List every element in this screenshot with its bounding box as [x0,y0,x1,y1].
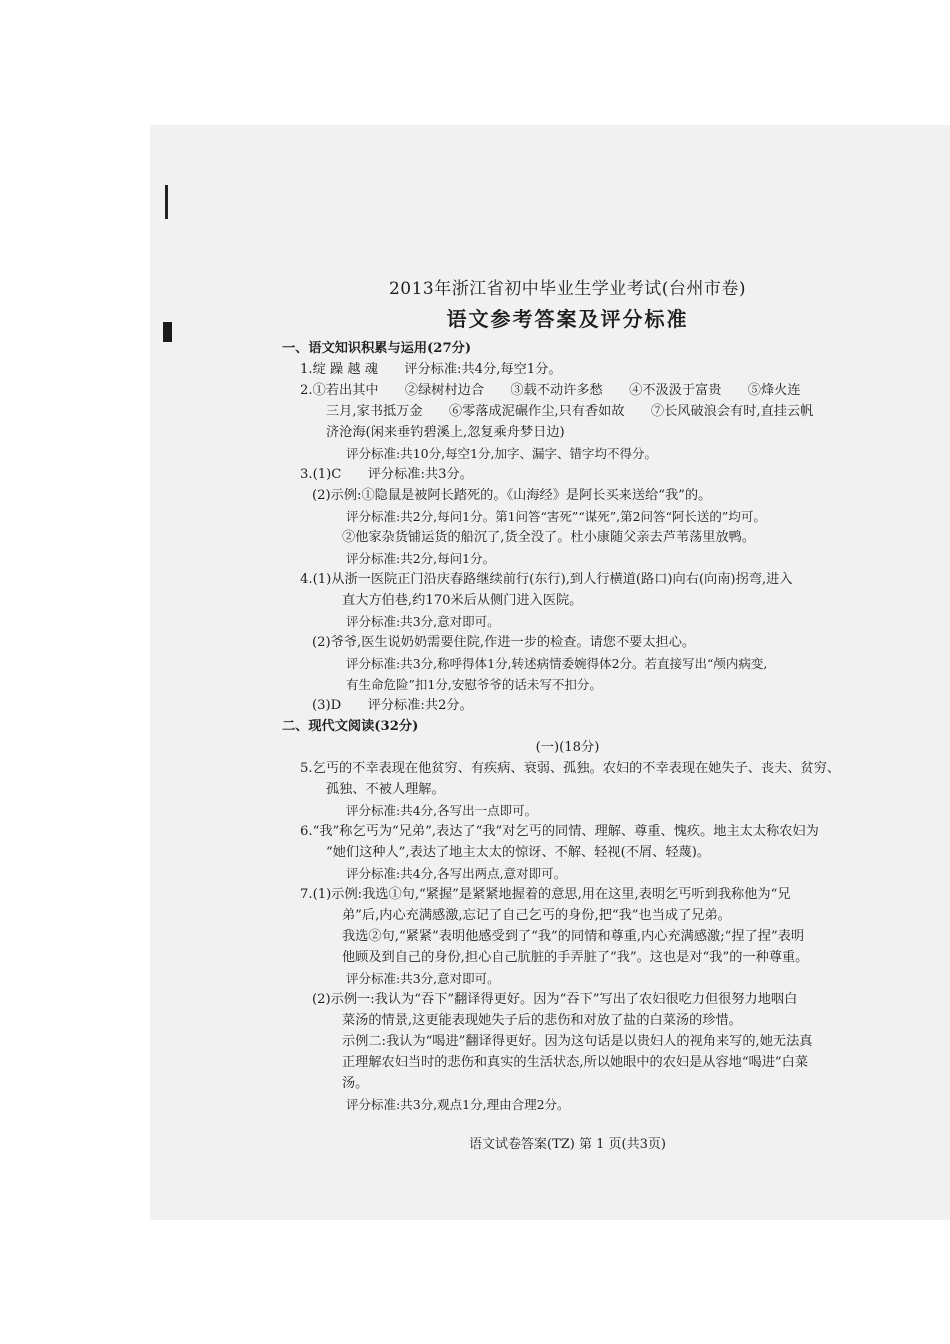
q7-2-answer-line2: 菜汤的情景,这更能表现她失子后的悲伤和对放了盐的白菜汤的珍惜。 [342,1013,742,1028]
q3-2-criteria2: 评分标准:共2分,每问1分。 [346,551,496,566]
scan-mark-line [165,185,168,219]
q4-1-criteria: 评分标准:共3分,意对即可。 [346,614,500,629]
q7-2-answer-line3: 示例二:我认为“喝进”翻译得更好。因为这句话是以贵妇人的视角来写的,她无法真 [342,1034,813,1049]
q2-answer-line1: 2.①若出其中 ②绿树村边合 ③载不动许多愁 ④不汲汲于富贵 ⑤烽火连 [300,383,801,398]
page-footer: 语文试卷答案(TZ) 第 1 页(共3页) [469,1137,666,1152]
q7-1-answer-line3: 我选②句,“紧紧”表明他感受到了“我”的同情和尊重,内心充满感激;“捏了捏”表明 [342,929,805,944]
q2-answer-line3: 济沧海(闲来垂钓碧溪上,忽复乘舟梦日边) [326,425,565,440]
q4-1-answer-line1: 4.(1)从浙一医院正门沿庆春路继续前行(东行),到人行横道(路口)向右(向南)拐弯,进入 [300,572,793,587]
q3-2-answer: (2)示例:①隐鼠是被阿长踏死的。《山海经》是阿长买来送给“我”的。 [312,488,712,503]
q2-answer-line2: 三月,家书抵万金 ⑥零落成泥碾作尘,只有香如故 ⑦长风破浪会有时,直挂云帆 [326,404,814,419]
q2-criteria: 评分标准:共10分,每空1分,加字、漏字、错字均不得分。 [346,446,658,461]
q3-2-answer2: ②他家杂货铺运货的船沉了,货全没了。杜小康随父亲去芦苇荡里放鸭。 [342,530,756,545]
q4-3-answer: (3)D 评分标准:共2分。 [312,698,473,713]
q7-1-answer-line2: 弟”后,内心充满感激,忘记了自己乞丐的身份,把“我”也当成了兄弟。 [342,908,731,923]
q7-2-answer-line1: (2)示例一:我认为“吞下”翻译得更好。因为“吞下”写出了农妇很吃力但很努力地咽白 [312,992,798,1007]
q7-1-criteria: 评分标准:共3分,意对即可。 [346,971,500,986]
q5-answer-line2: 孤独、不被人理解。 [326,782,445,797]
q4-2-criteria1: 评分标准:共3分,称呼得体1分,转述病情委婉得体2分。若直接写出“颅内病变, [346,656,768,671]
q1-answer: 1.绽 躁 越 魂 评分标准:共4分,每空1分。 [300,362,562,377]
section2-part-label: (一)(18分) [535,740,600,755]
q7-1-answer-line1: 7.(1)示例:我选①句,“紧握”是紧紧地握着的意思,用在这里,表明乞丐听到我称他为“兄 [300,887,791,902]
q4-2-criteria2: 有生命危险”扣1分,安慰爷爷的话未写不扣分。 [346,677,602,692]
q5-answer-line1: 5.乞丐的不幸表现在他贫穷、有疾病、衰弱、孤独。农妇的不幸表现在她失子、丧夫、贫穷、 [300,761,841,776]
section2-heading: 二、现代文阅读(32分) [282,719,419,734]
q7-2-criteria: 评分标准:共3分,观点1分,理由合理2分。 [346,1097,570,1112]
q6-criteria: 评分标准:共4分,各写出两点,意对即可。 [346,866,567,881]
scan-mark-block [163,322,172,342]
q7-2-answer-line5: 汤。 [342,1076,369,1091]
q4-1-answer-line2: 直大方伯巷,约170米后从侧门进入医院。 [342,593,583,608]
q7-2-answer-line4: 正理解农妇当时的悲伤和真实的生活状态,所以她眼中的农妇是从容地“喝进”白菜 [342,1055,809,1070]
q3-2-criteria1: 评分标准:共2分,每问1分。第1问答“害死”“谋死”,第2问答“阿长送的”均可。 [346,509,766,524]
q3-1-answer: 3.(1)C 评分标准:共3分。 [300,467,473,482]
q6-answer-line1: 6.“我”称乞丐为“兄弟”,表达了“我”对乞丐的同情、理解、尊重、愧疚。地主太太称农妇为 [300,824,819,839]
q5-criteria: 评分标准:共4分,各写出一点即可。 [346,803,538,818]
document-title: 语文参考答案及评分标准 [446,307,689,331]
q6-answer-line2: “她们这种人”,表达了地主太太的惊讶、不解、轻视(不屑、轻蔑)。 [326,845,711,860]
q4-2-answer: (2)爷爷,医生说奶奶需要住院,作进一步的检查。请您不要太担心。 [312,635,696,650]
answer-sheet [282,268,845,1152]
section1-heading: 一、语文知识积累与运用(27分) [282,341,472,356]
exam-title: 2013年浙江省初中毕业生学业考试(台州市卷) [388,279,747,299]
q7-1-answer-line4: 他顾及到自己的身份,担心自己肮脏的手弄脏了“我”。这也是对“我”的一种尊重。 [342,950,809,965]
